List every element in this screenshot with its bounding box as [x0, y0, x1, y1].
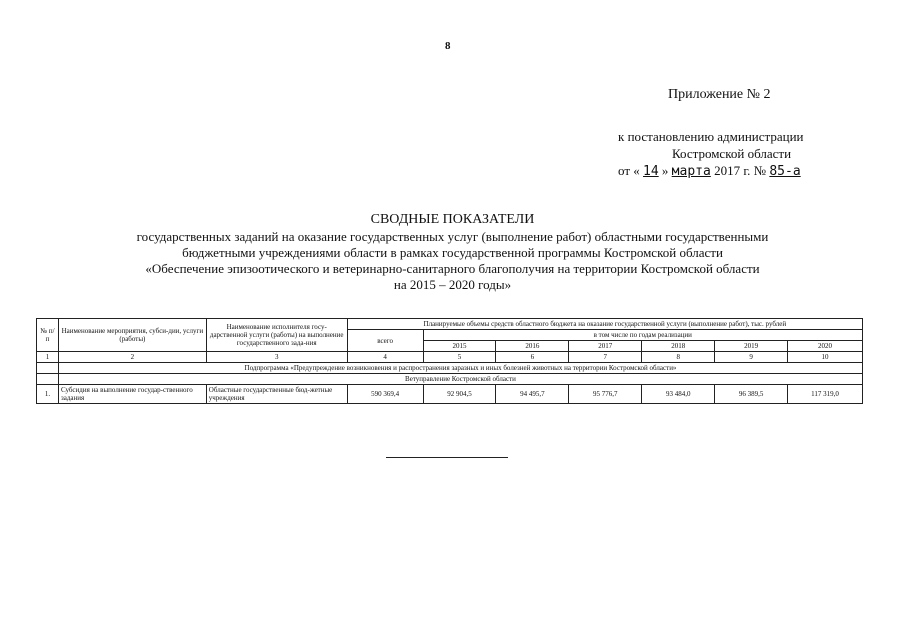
column-number: 10	[788, 352, 863, 363]
department-row	[37, 374, 863, 385]
row-value: 93 484,0	[642, 385, 715, 404]
header-executor: Наименование исполнителя госу-дарственной услуги (работы) на выполнение государственного зада-ния	[206, 319, 347, 352]
decree-date-line	[618, 162, 804, 180]
decree-month: марта	[671, 164, 711, 179]
row-value: 94 495,7	[496, 385, 569, 404]
decree-prefix: от «	[618, 163, 640, 178]
subprogram-title: Подпрограмма «Предупреждение возникновения и распространения заразных и иных болезней животных на территории Костромской области»	[58, 363, 862, 374]
heading-title: СВОДНЫЕ ПОКАЗАТЕЛИ	[370, 212, 535, 227]
column-number: 5	[423, 352, 496, 363]
subprogram-row	[37, 363, 863, 374]
decree-number: 85-а	[769, 164, 801, 179]
document-heading	[40, 212, 865, 293]
header-num: № п/п	[37, 319, 59, 352]
header-year: 2019	[715, 341, 788, 352]
row-value: 117 319,0	[788, 385, 863, 404]
decree-day: 14	[643, 164, 659, 179]
column-number: 4	[347, 352, 423, 363]
subprogram-spacer	[37, 363, 59, 374]
header-year: 2018	[642, 341, 715, 352]
row-value: 95 776,7	[569, 385, 642, 404]
heading-line: на 2015 – 2020 годы»	[393, 277, 512, 292]
decree-line-2: Костромской области	[672, 146, 792, 161]
row-num: 1.	[37, 385, 59, 404]
heading-line: государственных заданий на оказание государственных услуг (выполнение работ) областными государственными	[136, 229, 769, 244]
header-activity: Наименование мероприятия, субси-дии, услуги (работы)	[58, 319, 206, 352]
column-numbers-row	[37, 352, 863, 363]
row-value: 92 904,5	[423, 385, 496, 404]
header-year: 2016	[496, 341, 569, 352]
department-spacer	[37, 374, 59, 385]
department-title: Ветуправление Костромской области	[58, 374, 862, 385]
decree-line-1: к постановлению администрации	[618, 129, 804, 144]
decree-mid: »	[661, 163, 669, 178]
header-year: 2015	[423, 341, 496, 352]
header-row	[37, 319, 863, 330]
decree-year: 2017 г. №	[714, 163, 767, 178]
row-activity: Субсидия на выполнение государ-ственного задания	[58, 385, 206, 404]
row-value: 96 389,5	[715, 385, 788, 404]
appendix-label: Приложение № 2	[668, 87, 771, 102]
heading-line: бюджетными учреждениями области в рамках государственной программы Костромской области	[182, 245, 723, 260]
decree-reference	[618, 128, 804, 180]
header-planned: Планируемые объемы средств областного бюджета на оказание государственной услуги (выполнение работ), тыс. рублей	[347, 319, 862, 330]
header-year: 2020	[788, 341, 863, 352]
row-total: 590 369,4	[347, 385, 423, 404]
column-number: 3	[206, 352, 347, 363]
column-number: 6	[496, 352, 569, 363]
row-executor: Областные государственные бюд-жетные учреждения	[206, 385, 347, 404]
header-year: 2017	[569, 341, 642, 352]
column-number: 1	[37, 352, 59, 363]
heading-line: «Обеспечение эпизоотического и ветеринарно-санитарного благополучия на территории Костромской области	[145, 261, 760, 276]
header-by-years: в том числе по годам реализации	[423, 330, 862, 341]
closing-rule	[386, 457, 508, 458]
column-number: 2	[58, 352, 206, 363]
page-number: 8	[445, 40, 451, 52]
table-row	[37, 385, 863, 404]
column-number: 8	[642, 352, 715, 363]
indicators-table	[36, 318, 863, 404]
column-number: 9	[715, 352, 788, 363]
column-number: 7	[569, 352, 642, 363]
header-total: всего	[347, 330, 423, 352]
